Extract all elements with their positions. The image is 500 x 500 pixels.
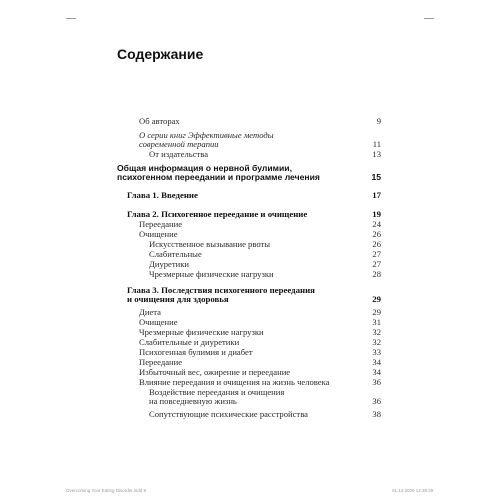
toc-entry-page: 36 — [372, 396, 381, 406]
toc-entry-page: 27 — [372, 249, 381, 259]
toc-entry — [149, 388, 381, 406]
toc-entry-page: 24 — [372, 219, 381, 229]
toc-entry — [139, 368, 381, 377]
toc-entry-title: О серии книг Эффективные методы современной терапии — [139, 130, 274, 149]
toc-entry-title: Слабительные и диуретики — [139, 337, 240, 347]
toc-entry-title: Искусственное вызывание рвоты — [149, 239, 271, 249]
toc-chapter-title: Глава 1. Введение — [127, 190, 198, 200]
toc-entry-title: Диета — [139, 307, 161, 317]
toc-entry-page: 34 — [372, 357, 381, 367]
toc-entry-page: 33 — [372, 347, 381, 357]
toc-entry-page: 15 — [371, 172, 381, 182]
toc-entry — [139, 318, 381, 327]
toc-entry-title: Сопутствующие психические расстройства — [149, 409, 308, 419]
crop-mark-top-right — [424, 18, 434, 19]
print-slug-left: Overcoming Your Eating Disorder.indd 9 — [66, 488, 147, 493]
toc-chapter — [127, 191, 381, 200]
toc-entry-page: 19 — [372, 209, 381, 219]
toc-entry-page: 11 — [372, 139, 381, 149]
toc-entry-title: Влияние переедания и очищения на жизнь человека — [139, 377, 330, 387]
toc-entry-title: Переедание — [139, 357, 183, 367]
toc-section-title: Общая информация о нервной булимии, психогенном переедании и программе лечения — [117, 163, 320, 182]
toc-entry-page: 13 — [372, 149, 381, 159]
toc-entry-page: 29 — [372, 307, 381, 317]
toc-entry-title: Очищение — [139, 317, 178, 327]
print-slug-right: 01.12.2020 12:38:29 — [392, 488, 434, 493]
toc-entry-page: 32 — [372, 327, 381, 337]
toc-entry — [139, 131, 381, 149]
toc-entry — [149, 270, 381, 279]
toc-entry — [149, 410, 381, 419]
page-title: Содержание — [117, 46, 204, 62]
toc-entry-page: 38 — [372, 409, 381, 419]
toc-entry-page: 26 — [372, 239, 381, 249]
toc-entry — [139, 230, 381, 239]
toc-entry-page: 17 — [372, 190, 381, 200]
toc-entry-page: 29 — [372, 294, 381, 304]
toc-entry-page: 26 — [372, 229, 381, 239]
toc-entry — [139, 308, 381, 317]
toc-entry-page: 27 — [372, 259, 381, 269]
toc-chapter — [127, 286, 381, 304]
toc-entry — [139, 358, 381, 367]
toc-entry-title: Чрезмерные физические нагрузки — [139, 327, 264, 337]
toc-entry — [149, 240, 381, 249]
toc-chapter — [127, 210, 381, 219]
toc-entry-title: От издательства — [149, 149, 209, 159]
toc-entry-page: 32 — [372, 337, 381, 347]
toc-entry-title: Избыточный вес, ожирение и переедание — [139, 367, 291, 377]
toc-chapter-title: Глава 2. Психогенное переедание и очищение — [127, 209, 308, 219]
toc-entry-title: Диуретики — [149, 259, 189, 269]
toc-entry — [149, 250, 381, 259]
toc-entry-page: 36 — [372, 377, 381, 387]
toc-entry — [139, 117, 381, 126]
toc-entry-title: Чрезмерные физические нагрузки — [149, 269, 274, 279]
crop-mark-top-left — [66, 18, 76, 19]
toc-entry-title: Очищение — [139, 229, 178, 239]
toc-entry — [139, 220, 381, 229]
toc-entry-page: 34 — [372, 367, 381, 377]
toc-entry-title: Слабительные — [149, 249, 202, 259]
toc-entry-page: 31 — [372, 317, 381, 327]
toc-entry — [139, 328, 381, 337]
toc-entry-title: Воздействие переедания и очищения на повседневную жизнь — [149, 387, 285, 406]
toc-entry-page: 28 — [372, 269, 381, 279]
toc-chapter-title: Глава 3. Последствия психогенного переедания и очищения для здоровья — [127, 285, 315, 304]
toc-entry-title: Психогенная булимия и диабет — [139, 347, 253, 357]
toc-entry-page: 9 — [376, 116, 381, 126]
toc-entry — [139, 338, 381, 347]
toc-entry-title: Переедание — [139, 219, 183, 229]
toc-section — [117, 164, 381, 182]
toc-entry — [149, 260, 381, 269]
toc-entry — [149, 150, 381, 159]
toc-entry — [139, 348, 381, 357]
toc-entry — [139, 378, 381, 387]
toc-entry-title: Об авторах — [139, 116, 180, 126]
